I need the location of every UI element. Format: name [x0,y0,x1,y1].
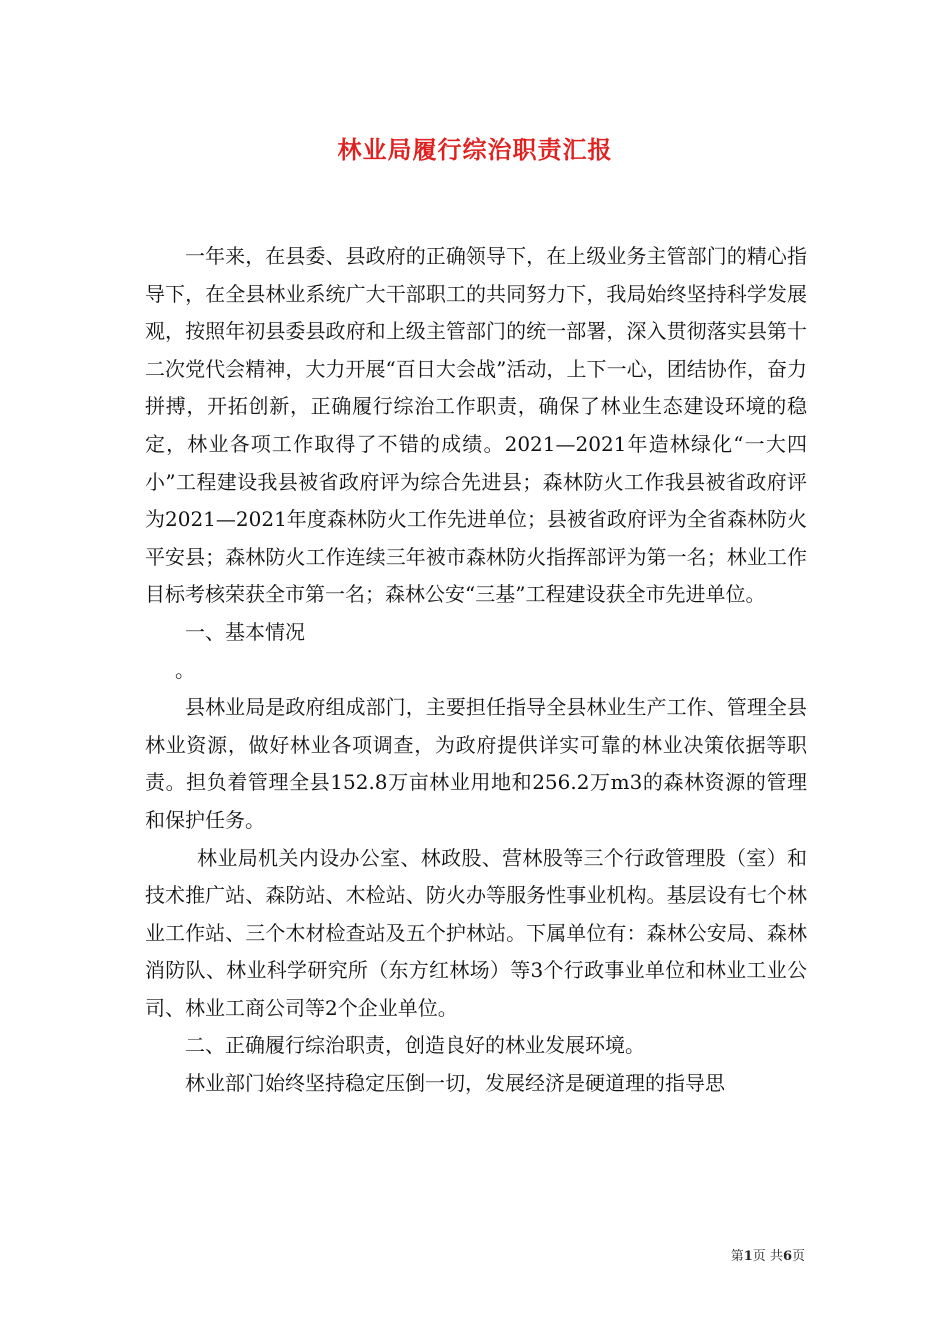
intro-paragraph: 一年来，在县委、县政府的正确领导下，在上级业务主管部门的精心指导下，在全县林业系统广大干部职工的共同努力下，我局始终坚持科学发展观，按照年初县委县政府和上级主管部门的统一部署，深入贯彻落实县第十二次党代会精神，大力开展“百日大会战”活动，上下一心，团结协作，奋力拼搏，开拓创新，正确履行综治工作职责，确保了林业生态建设环境的稳定，林业各项工作取得了不错的成绩。2021—2021年造林绿化“一大四小”工程建设我县被省政府评为综合先进县；森林防火工作我县被省政府评为2021—2021年度森林防火工作先进单位；县被省政府评为全省森林防火平安县；森林防火工作连续三年被市森林防火指挥部评为第一名；林业工作目标考核荣获全市第一名；森林公安“三基”工程建设获全市先进单位。 [145,244,807,607]
document-title: 林业局履行综治职责汇报 [337,135,613,164]
footer-total-pages: 6 [782,1249,792,1264]
footer-page-number: 1 [743,1249,753,1264]
page-footer [731,1248,805,1266]
bureau-duties-paragraph: 县林业局是政府组成部门，主要担任指导全县林业生产工作、管理全县林业资源，做好林业各项调查，为政府提供详实可靠的林业决策依据等职责。担负着管理全县152.8万亩林业用地和256.2万m3的森林资源的管理和保护任务。 [145,695,807,832]
footer-middle: 页 共 [752,1249,783,1264]
footer-suffix: 页 [791,1249,805,1264]
organization-paragraph: 林业局机关内设办公室、林政股、营林股等三个行政管理股（室）和技术推广站、森防站、木检站、防火办等服务性事业机构。基层设有七个林业工作站、三个木材检查站及五个护林站。下属单位有：森林公安局、森林消防队、林业科学研究所（东方红林场）等3个行政事业单位和林业工业公司、林业工商公司等2个企业单位。 [145,845,807,1020]
footer-prefix: 第 [730,1249,744,1264]
section-heading-basic-info: 一、基本情况 [185,619,305,644]
stray-punctuation: 。 [175,657,195,682]
document-body [145,238,807,1103]
guiding-principle-paragraph: 林业部门始终坚持稳定压倒一切，发展经济是硬道理的指导思 [185,1071,725,1096]
section-heading-duties: 二、正确履行综治职责，创造良好的林业发展环境。 [185,1033,645,1058]
